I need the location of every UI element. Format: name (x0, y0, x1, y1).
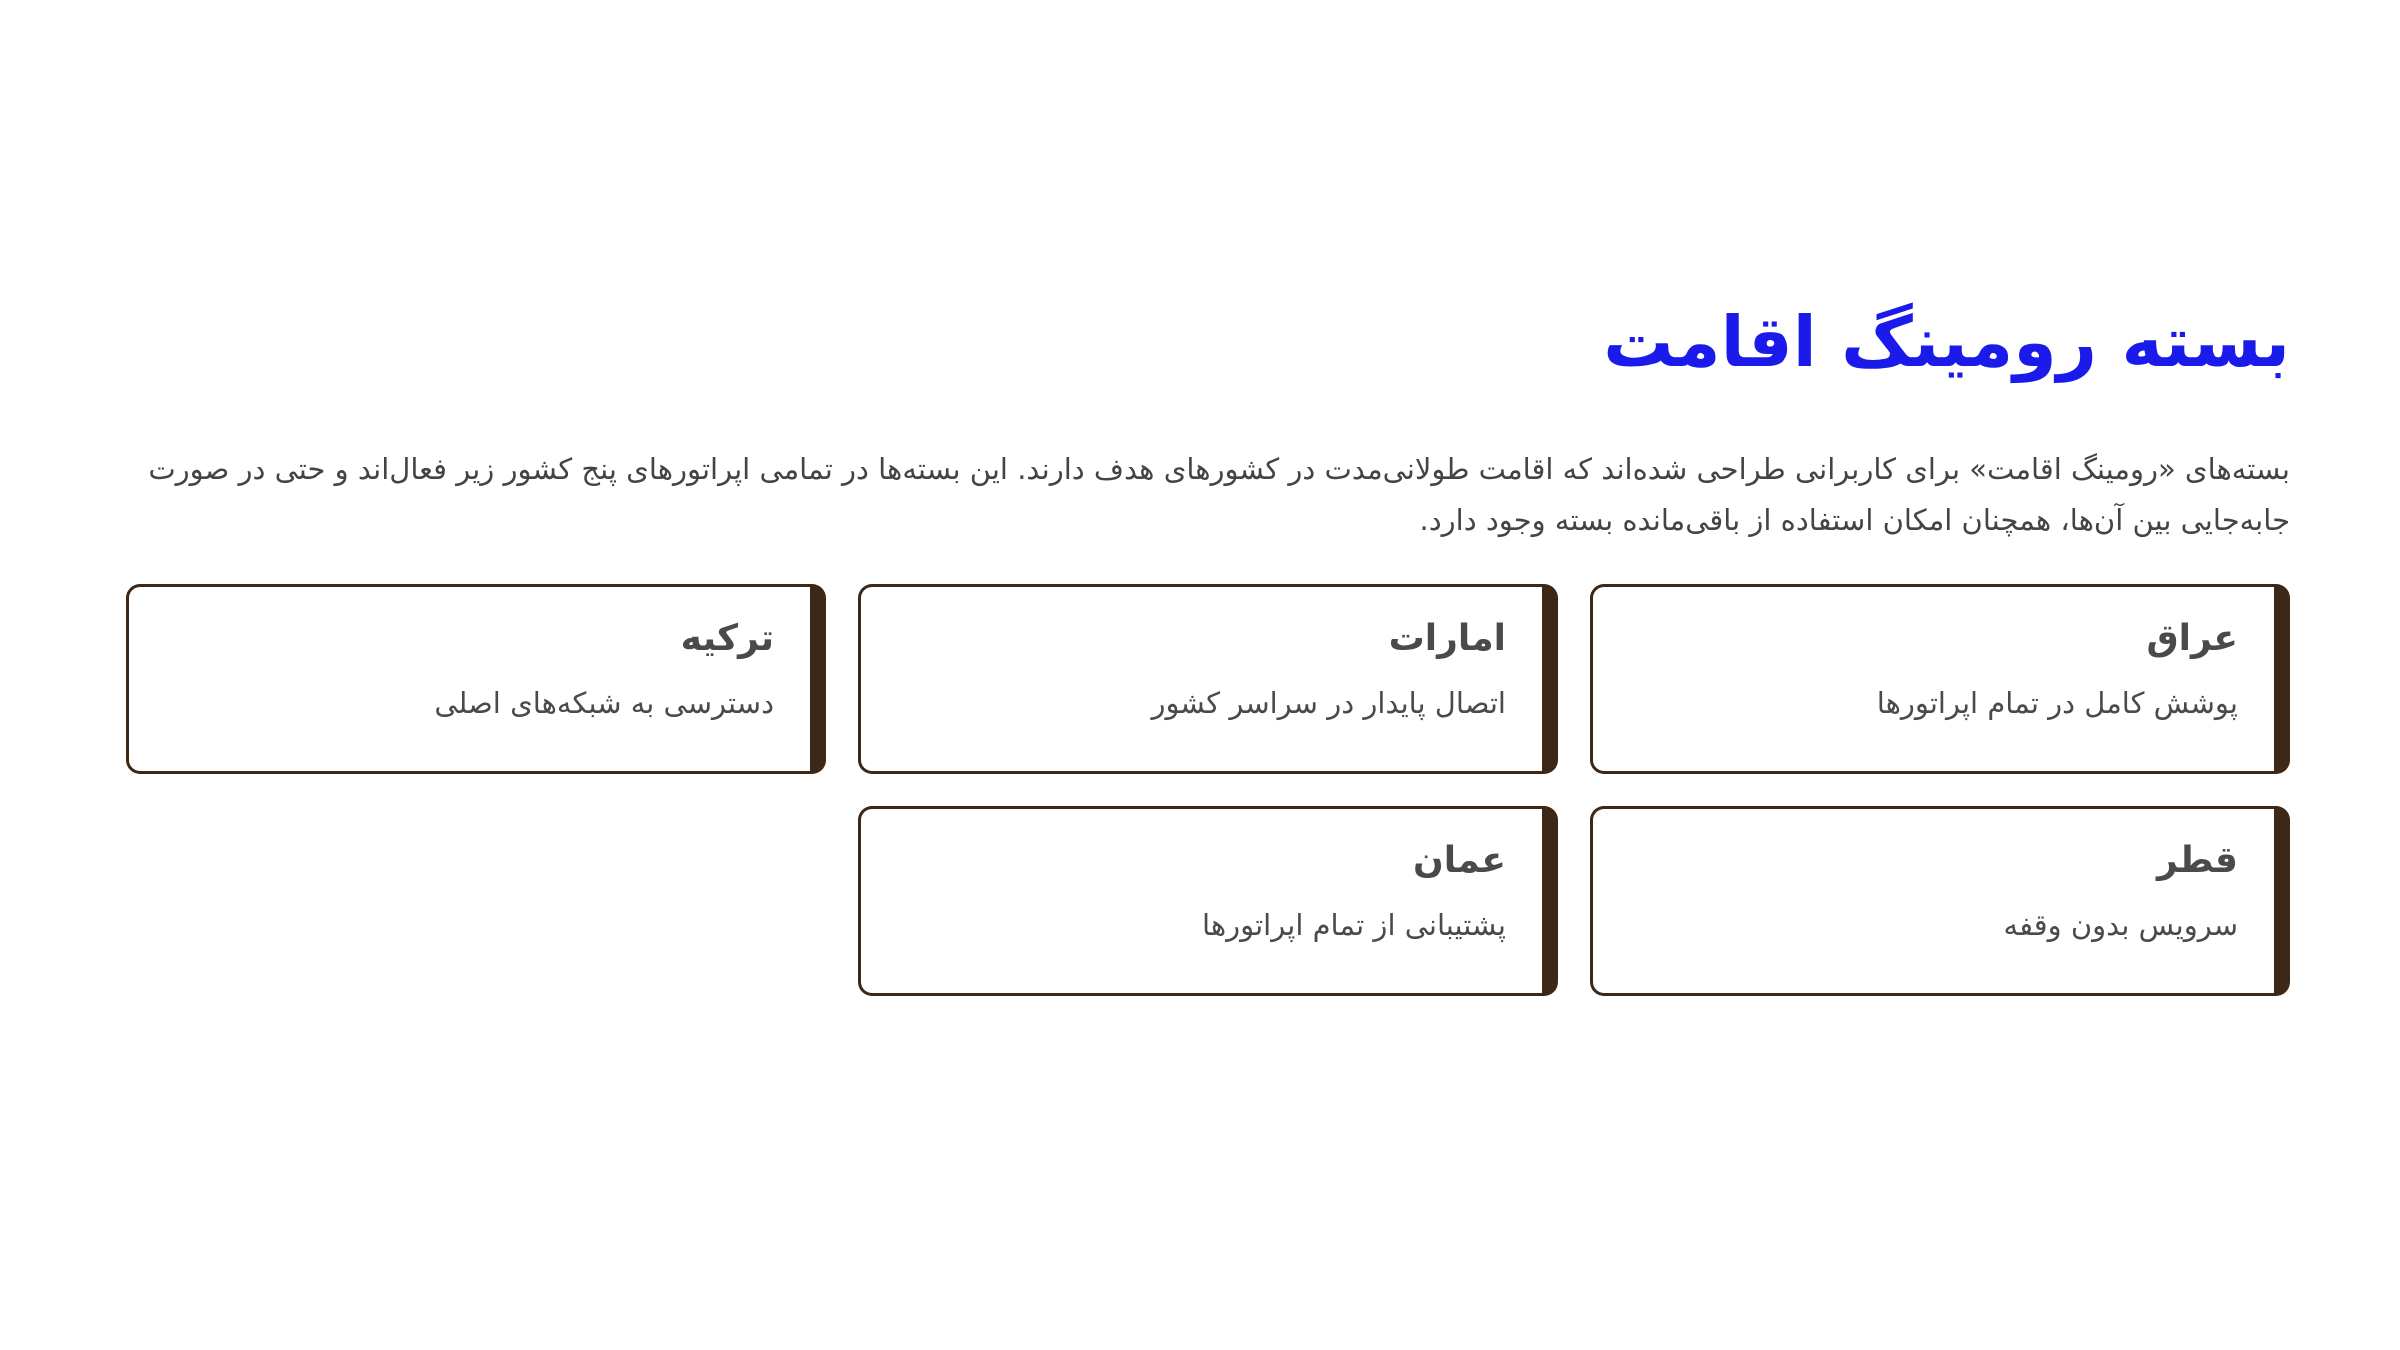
country-cards-grid (125, 584, 2290, 996)
card-title: عراق (2146, 618, 2238, 659)
card-title: عمان (1413, 840, 1506, 881)
card-description: اتصال پایدار در سراسر کشور (1151, 686, 1506, 721)
country-card-turkey (126, 584, 826, 774)
card-title: امارات (1388, 618, 1506, 659)
card-description: پشتیبانی از تمام اپراتورها (1202, 908, 1506, 943)
card-description: دسترسی به شبکه‌های اصلی (434, 686, 774, 721)
country-card-oman (858, 806, 1558, 996)
card-description: پوشش کامل در تمام اپراتورها (1876, 686, 2238, 721)
page-title: بسته رومینگ اقامت (1603, 301, 2290, 383)
country-card-iraq (1590, 584, 2290, 774)
country-card-qatar (1590, 806, 2290, 996)
card-title: قطر (2156, 840, 2238, 881)
country-card-uae (858, 584, 1558, 774)
intro-paragraph: بسته‌های «رومینگ اقامت» برای کاربرانی طراحی شده‌اند که اقامت طولانی‌مدت در کشورهای هدف دارند. این بسته‌ها در تمامی اپراتورهای پنج کشور زیر فعال‌اند و حتی در صورت جابه‌جایی بین آن‌ها، همچنان امکان استفاده از باقی‌مانده بسته وجود دارد. (148, 452, 2290, 537)
card-title: ترکیه (680, 618, 774, 659)
page-content (125, 300, 2290, 996)
card-description: سرویس بدون وقفه (2003, 908, 2238, 943)
